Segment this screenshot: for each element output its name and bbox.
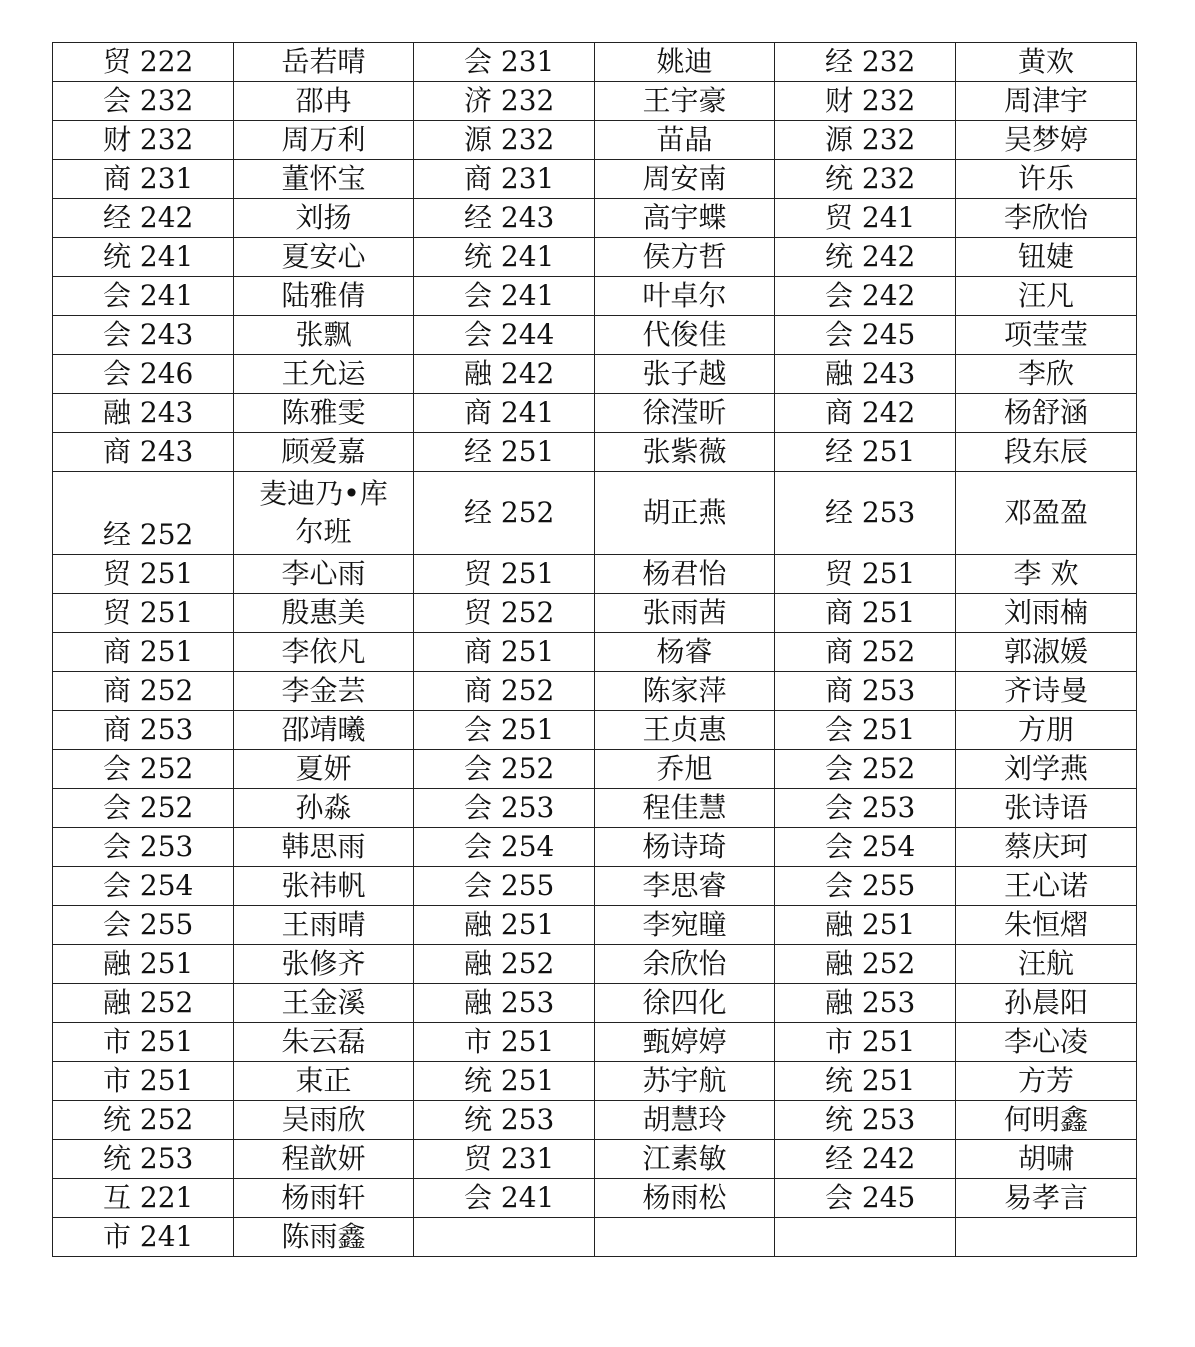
name-cell: 杨舒涵	[956, 394, 1137, 433]
name-cell: 蔡庆珂	[956, 828, 1137, 867]
class-cell: 融 243	[53, 394, 234, 433]
class-cell: 统 242	[775, 238, 956, 277]
class-cell: 互 221	[53, 1179, 234, 1218]
name-cell: 徐四化	[595, 984, 775, 1023]
table-row	[53, 1218, 1137, 1257]
class-cell: 会 255	[414, 867, 595, 906]
class-cell: 贸 251	[53, 555, 234, 594]
name-cell: 苏宇航	[595, 1062, 775, 1101]
name-cell: 王允运	[234, 355, 414, 394]
class-cell: 统 253	[775, 1101, 956, 1140]
class-cell: 商 252	[53, 672, 234, 711]
class-cell: 商 251	[53, 633, 234, 672]
name-cell: 陈家萍	[595, 672, 775, 711]
name-cell: 杨雨松	[595, 1179, 775, 1218]
table-row	[53, 828, 1137, 867]
class-cell: 统 253	[414, 1101, 595, 1140]
name-cell: 张子越	[595, 355, 775, 394]
name-cell: 汪航	[956, 945, 1137, 984]
class-cell: 统 241	[53, 238, 234, 277]
class-cell: 融 253	[775, 984, 956, 1023]
class-cell: 商 252	[775, 633, 956, 672]
class-cell: 源 232	[414, 121, 595, 160]
name-cell: 郭淑媛	[956, 633, 1137, 672]
name-cell: 王心诺	[956, 867, 1137, 906]
name-cell: 朱恒熠	[956, 906, 1137, 945]
name-cell: 江素敏	[595, 1140, 775, 1179]
table-row	[53, 906, 1137, 945]
table-row	[53, 633, 1137, 672]
name-cell: 陈雅雯	[234, 394, 414, 433]
class-cell: 统 252	[53, 1101, 234, 1140]
name-cell: 李宛瞳	[595, 906, 775, 945]
name-cell: 段东辰	[956, 433, 1137, 472]
class-cell: 会 241	[414, 277, 595, 316]
class-cell: 会 255	[53, 906, 234, 945]
class-cell: 融 251	[775, 906, 956, 945]
name-cell: 周安南	[595, 160, 775, 199]
table-row	[53, 394, 1137, 433]
name-cell: 王宇豪	[595, 82, 775, 121]
table-row	[53, 789, 1137, 828]
table-row	[53, 750, 1137, 789]
name-cell: 杨诗琦	[595, 828, 775, 867]
class-cell: 经 243	[414, 199, 595, 238]
class-cell: 财 232	[775, 82, 956, 121]
name-cell: 高宇蝶	[595, 199, 775, 238]
class-cell: 会 242	[775, 277, 956, 316]
class-cell: 市 241	[53, 1218, 234, 1257]
class-cell: 商 231	[53, 160, 234, 199]
class-cell: 经 252	[414, 472, 595, 555]
class-cell: 会 252	[53, 789, 234, 828]
class-cell: 商 253	[775, 672, 956, 711]
name-cell: 张雨茜	[595, 594, 775, 633]
class-cell: 市 251	[414, 1023, 595, 1062]
roster-table	[52, 42, 1137, 1257]
class-cell: 会 246	[53, 355, 234, 394]
table-row	[53, 43, 1137, 82]
name-cell: 许乐	[956, 160, 1137, 199]
name-cell: 韩思雨	[234, 828, 414, 867]
name-cell: 孙淼	[234, 789, 414, 828]
class-cell: 会 243	[53, 316, 234, 355]
class-cell: 会 244	[414, 316, 595, 355]
name-cell: 张紫薇	[595, 433, 775, 472]
name-cell: 刘雨楠	[956, 594, 1137, 633]
class-cell: 会 241	[414, 1179, 595, 1218]
name-cell: 王贞惠	[595, 711, 775, 750]
table-row	[53, 82, 1137, 121]
class-cell: 贸 251	[414, 555, 595, 594]
table-row	[53, 355, 1137, 394]
name-cell: 方朋	[956, 711, 1137, 750]
class-cell: 会 252	[53, 750, 234, 789]
class-cell: 融 252	[775, 945, 956, 984]
name-cell: 乔旭	[595, 750, 775, 789]
class-cell: 经 252	[53, 472, 234, 555]
class-cell: 融 253	[414, 984, 595, 1023]
name-cell: 李 欢	[956, 555, 1137, 594]
class-cell: 贸 251	[775, 555, 956, 594]
name-cell: 吴雨欣	[234, 1101, 414, 1140]
class-cell: 会 253	[414, 789, 595, 828]
table-row	[53, 555, 1137, 594]
name-cell: 邓盈盈	[956, 472, 1137, 555]
table-row	[53, 121, 1137, 160]
class-cell: 商 231	[414, 160, 595, 199]
name-cell: 何明鑫	[956, 1101, 1137, 1140]
name-cell: 李思睿	[595, 867, 775, 906]
name-cell: 李依凡	[234, 633, 414, 672]
name-cell: 李心雨	[234, 555, 414, 594]
table-row	[53, 472, 1137, 555]
class-cell: 会 241	[53, 277, 234, 316]
class-cell: 贸 251	[53, 594, 234, 633]
name-cell: 程佳慧	[595, 789, 775, 828]
name-cell: 齐诗曼	[956, 672, 1137, 711]
name-cell: 甄婷婷	[595, 1023, 775, 1062]
name-cell: 朱云磊	[234, 1023, 414, 1062]
class-cell: 商 243	[53, 433, 234, 472]
table-row	[53, 1179, 1137, 1218]
table-row	[53, 316, 1137, 355]
name-cell: 孙晨阳	[956, 984, 1137, 1023]
name-cell: 黄欢	[956, 43, 1137, 82]
name-cell: 胡啸	[956, 1140, 1137, 1179]
table-row	[53, 984, 1137, 1023]
class-cell: 会 232	[53, 82, 234, 121]
name-cell: 李金芸	[234, 672, 414, 711]
table-row	[53, 1140, 1137, 1179]
class-cell: 会 253	[53, 828, 234, 867]
class-cell: 贸 252	[414, 594, 595, 633]
class-cell: 经 242	[775, 1140, 956, 1179]
name-cell: 麦迪乃•库尔班	[234, 472, 414, 555]
name-cell: 吴梦婷	[956, 121, 1137, 160]
table-row	[53, 1062, 1137, 1101]
class-cell: 财 232	[53, 121, 234, 160]
name-cell: 胡正燕	[595, 472, 775, 555]
class-cell: 会 254	[53, 867, 234, 906]
class-cell: 经 251	[775, 433, 956, 472]
class-cell: 商 252	[414, 672, 595, 711]
class-cell: 商 251	[775, 594, 956, 633]
name-cell: 代俊佳	[595, 316, 775, 355]
name-cell: 刘学燕	[956, 750, 1137, 789]
class-cell: 经 232	[775, 43, 956, 82]
table-row	[53, 945, 1137, 984]
name-cell: 杨君怡	[595, 555, 775, 594]
name-cell: 邵冉	[234, 82, 414, 121]
class-cell: 融 243	[775, 355, 956, 394]
name-cell: 张祎帆	[234, 867, 414, 906]
class-cell: 会 231	[414, 43, 595, 82]
class-cell: 市 251	[775, 1023, 956, 1062]
table-row	[53, 433, 1137, 472]
class-cell: 经 251	[414, 433, 595, 472]
name-cell: 程歆妍	[234, 1140, 414, 1179]
class-cell: 会 252	[414, 750, 595, 789]
class-cell: 会 245	[775, 1179, 956, 1218]
name-cell: 刘扬	[234, 199, 414, 238]
name-cell	[595, 1218, 775, 1257]
table-row	[53, 238, 1137, 277]
name-cell: 徐滢昕	[595, 394, 775, 433]
class-cell	[414, 1218, 595, 1257]
name-cell: 胡慧玲	[595, 1101, 775, 1140]
roster-table-body	[53, 43, 1137, 1257]
name-cell: 陈雨鑫	[234, 1218, 414, 1257]
name-cell: 王雨晴	[234, 906, 414, 945]
class-cell: 会 245	[775, 316, 956, 355]
class-cell: 统 241	[414, 238, 595, 277]
table-row	[53, 199, 1137, 238]
table-row	[53, 1023, 1137, 1062]
class-cell: 会 251	[775, 711, 956, 750]
class-cell: 商 242	[775, 394, 956, 433]
class-cell	[775, 1218, 956, 1257]
class-cell: 贸 222	[53, 43, 234, 82]
class-cell: 融 252	[414, 945, 595, 984]
name-cell: 易孝言	[956, 1179, 1137, 1218]
class-cell: 会 254	[775, 828, 956, 867]
class-cell: 贸 241	[775, 199, 956, 238]
name-cell: 周万利	[234, 121, 414, 160]
class-cell: 商 251	[414, 633, 595, 672]
name-cell: 钮婕	[956, 238, 1137, 277]
name-cell: 顾爱嘉	[234, 433, 414, 472]
name-cell: 李欣	[956, 355, 1137, 394]
class-cell: 统 253	[53, 1140, 234, 1179]
name-cell: 余欣怡	[595, 945, 775, 984]
table-row	[53, 594, 1137, 633]
class-cell: 会 255	[775, 867, 956, 906]
table-row	[53, 867, 1137, 906]
name-cell: 项莹莹	[956, 316, 1137, 355]
class-cell: 商 253	[53, 711, 234, 750]
class-cell: 商 241	[414, 394, 595, 433]
name-cell: 夏妍	[234, 750, 414, 789]
name-cell: 杨雨轩	[234, 1179, 414, 1218]
name-cell: 岳若晴	[234, 43, 414, 82]
class-cell: 统 232	[775, 160, 956, 199]
name-cell: 王金溪	[234, 984, 414, 1023]
name-cell: 杨睿	[595, 633, 775, 672]
name-cell: 束正	[234, 1062, 414, 1101]
name-cell	[956, 1218, 1137, 1257]
table-row	[53, 1101, 1137, 1140]
table-row	[53, 711, 1137, 750]
class-cell: 市 251	[53, 1023, 234, 1062]
class-cell: 经 242	[53, 199, 234, 238]
class-cell: 会 254	[414, 828, 595, 867]
name-cell: 方芳	[956, 1062, 1137, 1101]
table-row	[53, 277, 1137, 316]
class-cell: 会 252	[775, 750, 956, 789]
name-cell: 李欣怡	[956, 199, 1137, 238]
class-cell: 融 251	[414, 906, 595, 945]
class-cell: 融 242	[414, 355, 595, 394]
class-cell: 济 232	[414, 82, 595, 121]
name-cell: 陆雅倩	[234, 277, 414, 316]
name-cell: 叶卓尔	[595, 277, 775, 316]
name-cell: 苗晶	[595, 121, 775, 160]
name-cell: 张飘	[234, 316, 414, 355]
class-cell: 融 251	[53, 945, 234, 984]
name-cell: 邵靖曦	[234, 711, 414, 750]
name-cell: 董怀宝	[234, 160, 414, 199]
name-cell: 侯方哲	[595, 238, 775, 277]
name-cell: 夏安心	[234, 238, 414, 277]
class-cell: 贸 231	[414, 1140, 595, 1179]
name-cell: 周津宇	[956, 82, 1137, 121]
name-cell: 汪凡	[956, 277, 1137, 316]
table-row	[53, 672, 1137, 711]
class-cell: 统 251	[775, 1062, 956, 1101]
name-cell: 殷惠美	[234, 594, 414, 633]
class-cell: 统 251	[414, 1062, 595, 1101]
class-cell: 源 232	[775, 121, 956, 160]
table-row	[53, 160, 1137, 199]
name-cell: 姚迪	[595, 43, 775, 82]
class-cell: 会 251	[414, 711, 595, 750]
class-cell: 会 253	[775, 789, 956, 828]
name-cell: 张修齐	[234, 945, 414, 984]
class-cell: 融 252	[53, 984, 234, 1023]
name-cell: 张诗语	[956, 789, 1137, 828]
class-cell: 市 251	[53, 1062, 234, 1101]
class-cell: 经 253	[775, 472, 956, 555]
name-cell: 李心凌	[956, 1023, 1137, 1062]
